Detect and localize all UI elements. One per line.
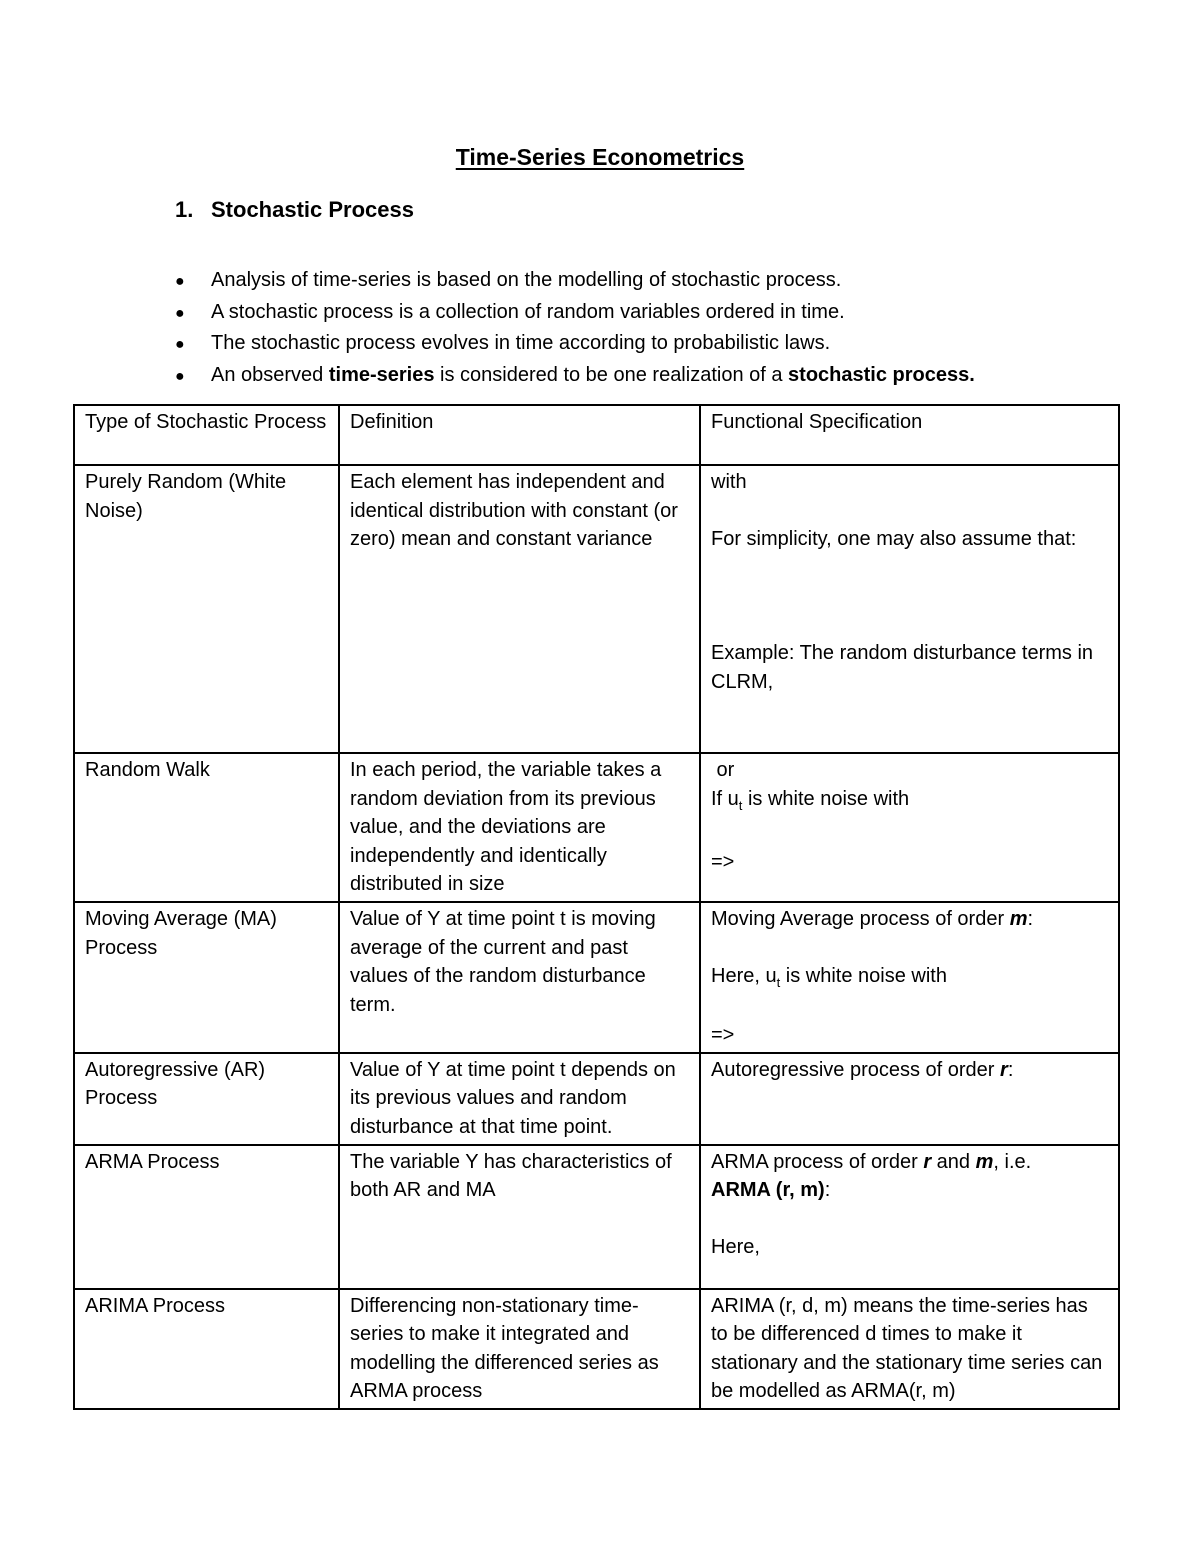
cell-definition: Differencing non-stationary time-series to make it integrated and modelling the differenced series as ARMA process (339, 1289, 700, 1409)
spec-line: => (711, 1024, 735, 1047)
stochastic-process-table (73, 404, 1120, 1410)
section-heading-text: Stochastic Process (211, 197, 414, 222)
page-title: Time-Series Econometrics (455, 144, 745, 170)
bullet-text-middle: is considered to be one realization of a (434, 363, 789, 386)
spec-line: ARMA process of order r and m, i.e. (711, 1150, 1032, 1173)
table-row (74, 1053, 1119, 1145)
bullet-icon: ● (175, 273, 185, 290)
header-cell-definition: Definition (339, 405, 700, 465)
cell-type: Autoregressive (AR) Process (74, 1053, 339, 1145)
table-row (74, 902, 1119, 1053)
bullet-icon: ● (175, 367, 185, 385)
spec-line: Example: The random disturbance terms in CLRM, (711, 642, 1094, 693)
cell-spec (700, 465, 1119, 753)
bullet-list (175, 266, 975, 392)
list-item (175, 361, 975, 393)
cell-type: Random Walk (74, 753, 339, 902)
cell-definition: Value of Y at time point t is moving average of the current and past values of the random disturbance term. (339, 902, 700, 1053)
spec-line: If $u_t$ is white noise with (711, 787, 910, 813)
spec-line: Autoregressive process of order r: (711, 1058, 1014, 1081)
cell-type: Moving Average (MA) Process (74, 902, 339, 1053)
bullet-text: The stochastic process evolves in time according to probabilistic laws. (211, 332, 831, 354)
spec-line: or (711, 759, 735, 781)
header-cell-spec: Functional Specification (700, 405, 1119, 465)
bullet-bold-term: stochastic process. (788, 363, 975, 386)
spec-line: Here, (711, 1235, 760, 1258)
bullet-text: Analysis of time-series is based on the modelling of stochastic process. (211, 269, 842, 291)
cell-spec (700, 1145, 1119, 1289)
spec-line: ARMA (r, m): (711, 1179, 831, 1202)
cell-definition: Each element has independent and identical distribution with constant (or zero) mean and constant variance (339, 465, 700, 753)
cell-type: ARMA Process (74, 1145, 339, 1289)
table-header-row (74, 405, 1119, 465)
table-row (74, 1145, 1119, 1289)
cell-type: Purely Random (White Noise) (74, 465, 339, 753)
spec-line: For simplicity, one may also assume that: (711, 527, 1077, 550)
spec-line: => (711, 851, 735, 874)
table-row (74, 465, 1119, 753)
cell-definition: In each period, the variable takes a random deviation from its previous value, and the deviations are independently and identically distributed in size (339, 753, 700, 902)
list-item (175, 298, 975, 330)
cell-type: ARIMA Process (74, 1289, 339, 1409)
cell-definition: Value of Y at time point t depends on its previous values and random disturbance at that time point. (339, 1053, 700, 1145)
bullet-icon: ● (175, 336, 185, 353)
cell-spec (700, 902, 1119, 1053)
bullet-icon: ● (175, 304, 185, 322)
cell-spec: ARIMA (r, d, m) means the time-series has to be differenced d times to make it stationary and the stationary time series can be modelled as ARMA(r, m) (700, 1289, 1119, 1409)
section-number: 1. (175, 197, 194, 222)
table-row (74, 753, 1119, 902)
cell-definition: The variable Y has characteristics of both AR and MA (339, 1145, 700, 1289)
spec-line: Here, $u_t$ is white noise with (711, 964, 947, 990)
cell-spec (700, 1053, 1119, 1145)
section-heading (175, 197, 414, 223)
bullet-text-prefix: An observed (211, 363, 329, 386)
list-item (175, 329, 975, 361)
bullet-bold-term: time-series (328, 363, 435, 386)
cell-spec (700, 753, 1119, 902)
bullet-text: A stochastic process is a collection of random variables ordered in time. (211, 300, 845, 323)
spec-line: Moving Average process of order m: (711, 907, 1034, 930)
header-cell-type: Type of Stochastic Process (74, 405, 339, 465)
list-item (175, 266, 975, 298)
table-row (74, 1289, 1119, 1409)
spec-line: with (711, 471, 747, 493)
